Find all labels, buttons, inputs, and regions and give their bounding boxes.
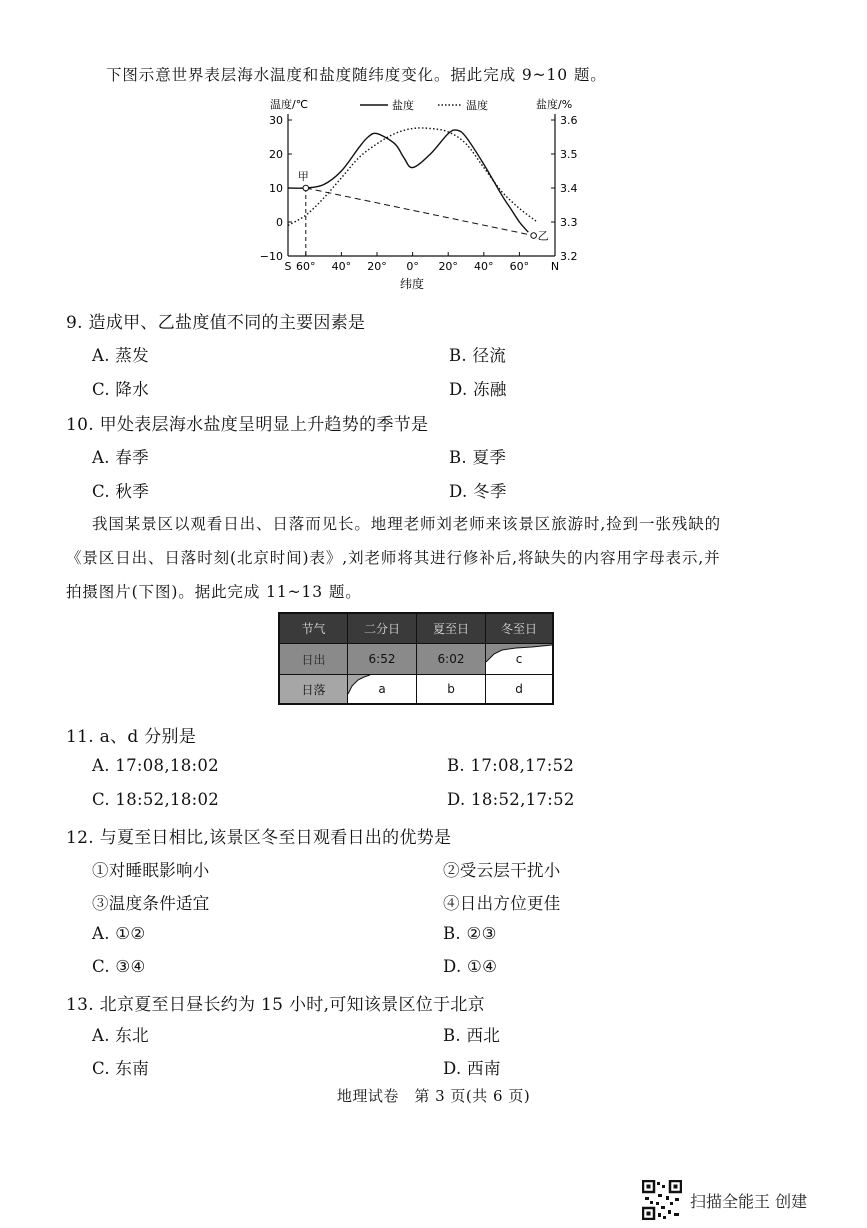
- question-13-stem: 13. 北京夏至日昼长约为 15 小时,可知该景区位于北京: [66, 995, 485, 1015]
- x-tick-label: 0°: [406, 260, 419, 273]
- right-tick-label: 3.4: [560, 182, 578, 195]
- table-sunset-summer: b: [417, 675, 486, 703]
- question-10-option-d[interactable]: D. 冬季: [449, 482, 507, 501]
- temperature-line: [288, 128, 537, 225]
- question-9-option-b[interactable]: B. 径流: [449, 346, 507, 365]
- page-footer: 地理试卷 第 3 页(共 6 页): [336, 1087, 531, 1105]
- table-sunset-winter: d: [486, 675, 552, 703]
- x-tick-label: 60°: [296, 260, 316, 273]
- yi-label: 乙: [537, 229, 549, 243]
- question-12-option-c[interactable]: C. ③④: [92, 957, 146, 976]
- qr-code-icon: [642, 1180, 682, 1220]
- right-tick-label: 3.3: [560, 216, 578, 229]
- intro-text: 下图示意世界表层海水温度和盐度随纬度变化。据此完成 9~10 题。: [106, 66, 607, 84]
- question-11-option-b[interactable]: B. 17:08,17:52: [447, 756, 575, 775]
- table-header-summer-solstice: 夏至日: [417, 614, 486, 644]
- table-row-sunrise-label: 日出: [280, 644, 348, 675]
- x-tick-label: 20°: [367, 260, 387, 273]
- question-12-option-b[interactable]: B. ②③: [443, 924, 497, 943]
- question-12-statement-3: ③温度条件适宜: [92, 894, 210, 913]
- question-11-option-d[interactable]: D. 18:52,17:52: [447, 790, 575, 809]
- question-9-stem: 9. 造成甲、乙盐度值不同的主要因素是: [66, 313, 366, 333]
- jia-point: [303, 185, 309, 191]
- scanner-watermark: [642, 1180, 807, 1220]
- jia-label: 甲: [297, 170, 309, 183]
- question-12-option-a[interactable]: A. ①②: [92, 924, 146, 943]
- right-tick-label: 3.2: [560, 250, 578, 263]
- right-tick-label: 3.6: [560, 114, 578, 127]
- question-10-stem: 10. 甲处表层海水盐度呈明显上升趋势的季节是: [66, 415, 429, 435]
- watermark-text: 扫描全能王 创建: [690, 1191, 808, 1211]
- right-axis-label: 盐度/%: [536, 98, 573, 111]
- question-11-option-a[interactable]: A. 17:08,18:02: [92, 756, 219, 775]
- yi-point: [531, 233, 537, 239]
- x-tick-label: 40°: [331, 260, 352, 273]
- legend-salinity-label: 盐度: [392, 99, 414, 112]
- x-tick-label: 20°: [438, 260, 458, 273]
- question-12-statement-1: ①对睡眠影响小: [92, 861, 210, 880]
- question-10-option-c[interactable]: C. 秋季: [92, 482, 150, 501]
- question-13-option-a[interactable]: A. 东北: [92, 1026, 149, 1045]
- question-12-statement-4: ④日出方位更佳: [443, 894, 561, 913]
- passage-line-3: 拍摄图片(下图)。据此完成 11~13 题。: [66, 583, 362, 601]
- question-13-option-c[interactable]: C. 东南: [92, 1059, 150, 1078]
- table-header-equinox: 二分日: [348, 614, 417, 644]
- question-9-option-d[interactable]: D. 冻融: [449, 380, 507, 399]
- left-tick-label: 20: [269, 148, 283, 161]
- x-tick-label: 60°: [509, 260, 530, 273]
- question-11-option-c[interactable]: C. 18:52,18:02: [92, 790, 220, 809]
- left-tick-label: −10: [259, 250, 283, 263]
- question-13-option-b[interactable]: B. 西北: [443, 1026, 501, 1045]
- question-13-option-d[interactable]: D. 西南: [443, 1059, 501, 1078]
- left-tick-label: 30: [269, 114, 283, 127]
- table-sunset-equinox: a: [348, 675, 417, 703]
- sunrise-sunset-table: [278, 612, 554, 705]
- x-axis-label: 纬度: [400, 277, 425, 291]
- left-tick-label: 0: [276, 216, 283, 229]
- question-12-statement-2: ②受云层干扰小: [443, 861, 561, 880]
- salinity-line: [288, 130, 528, 232]
- question-11-stem: 11. a、d 分别是: [66, 727, 197, 747]
- right-tick-label: 3.5: [560, 148, 578, 161]
- table-header-term: 节气: [280, 614, 348, 644]
- x-tick-label: 40°: [474, 260, 494, 273]
- question-9-option-c[interactable]: C. 降水: [92, 380, 150, 399]
- question-10-option-b[interactable]: B. 夏季: [449, 448, 507, 467]
- jia-yi-connector: [306, 188, 534, 236]
- x-tick-label: N: [550, 260, 560, 273]
- table-row-sunset-label: 日落: [280, 675, 348, 703]
- table-sunrise-summer: 6:02: [417, 644, 486, 675]
- left-axis-label: 温度/℃: [270, 98, 309, 111]
- question-12-stem: 12. 与夏至日相比,该景区冬至日观看日出的优势是: [66, 828, 452, 848]
- table-header-winter-solstice: 冬至日: [486, 614, 552, 644]
- table-sunrise-equinox: 6:52: [348, 644, 417, 675]
- x-tick-label: S: [284, 260, 292, 273]
- legend-temperature-label: 温度: [466, 99, 488, 112]
- passage-line-2: 《景区日出、日落时刻(北京时间)表》,刘老师将其进行修补后,将缺失的内容用字母表示,并: [66, 549, 721, 567]
- question-9-option-a[interactable]: A. 蒸发: [92, 346, 149, 365]
- temperature-salinity-chart: [250, 92, 610, 292]
- torn-edge-decoration: [280, 614, 552, 703]
- passage-line-1: 我国某景区以观看日出、日落而见长。地理老师刘老师来该景区旅游时,捡到一张残缺的: [92, 515, 722, 533]
- table-sunrise-winter: c: [486, 644, 552, 675]
- question-12-option-d[interactable]: D. ①④: [443, 957, 498, 976]
- question-10-option-a[interactable]: A. 春季: [92, 448, 149, 467]
- left-tick-label: 10: [269, 182, 283, 195]
